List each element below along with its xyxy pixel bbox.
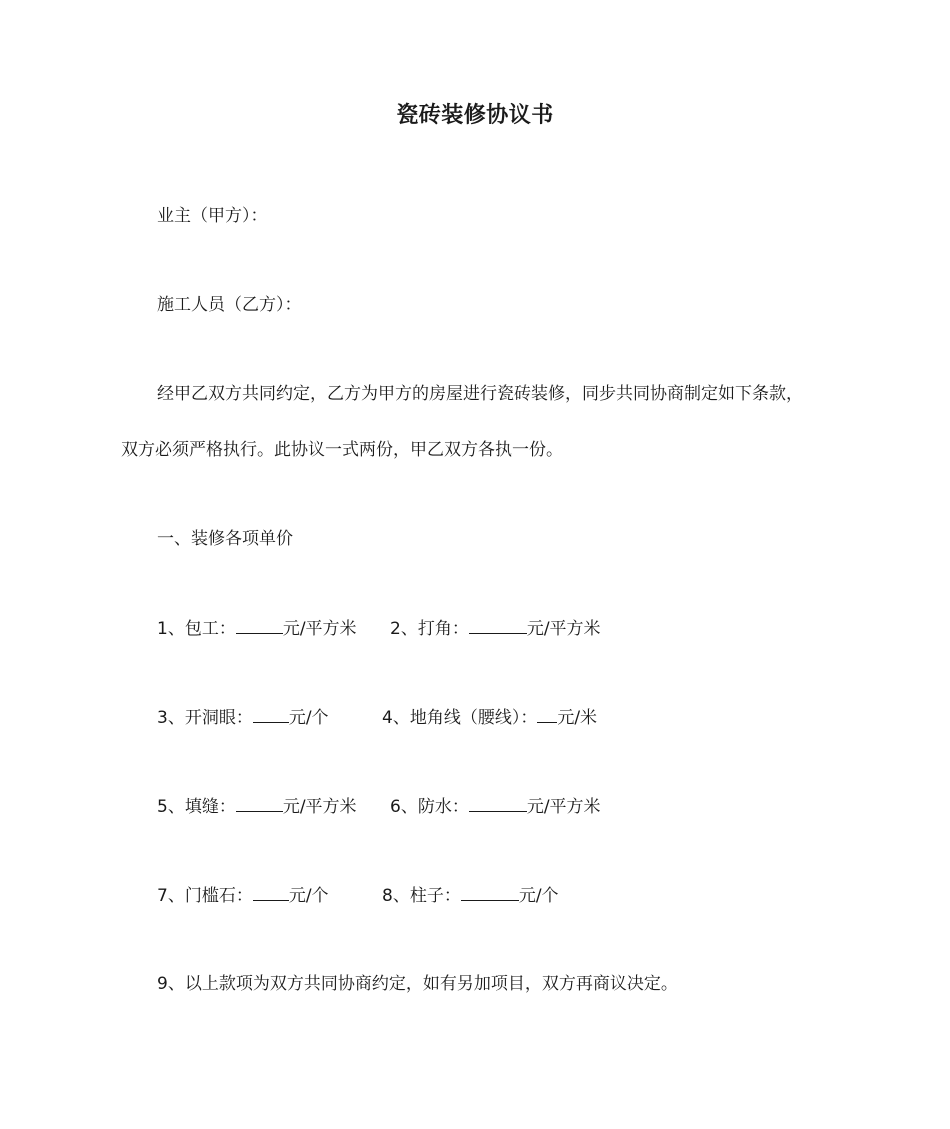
item-2-unit: 元/平方米 bbox=[526, 619, 601, 639]
item-9-text: 9、以上款项为双方共同协商约定，如有另加项目，双方再商议决定。 bbox=[157, 974, 678, 994]
item-7-blank bbox=[253, 883, 289, 901]
price-row-2-col2 bbox=[382, 705, 597, 730]
price-row-4 bbox=[157, 883, 329, 908]
section-heading-prices: 一、装修各项单价 bbox=[157, 529, 293, 549]
item-4-prefix: 4、地角线（腰线）： bbox=[382, 708, 538, 728]
price-row-3 bbox=[157, 794, 357, 819]
item-6-blank bbox=[469, 794, 527, 812]
item-3-unit: 元/个 bbox=[288, 708, 329, 728]
item-5-blank bbox=[236, 794, 283, 812]
item-2-blank bbox=[469, 616, 527, 634]
item-8-blank bbox=[461, 883, 519, 901]
item-7-unit: 元/个 bbox=[288, 886, 329, 906]
intro-line-2: 双方必须严格执行。此协议一式两份，甲乙双方各执一份。 bbox=[121, 440, 563, 460]
item-7-prefix: 7、门槛石： bbox=[157, 886, 253, 906]
item-1-blank bbox=[236, 616, 283, 634]
item-1-prefix: 1、包工： bbox=[157, 619, 236, 639]
price-row-4-col2 bbox=[382, 883, 559, 908]
item-6-prefix: 6、防水： bbox=[390, 797, 469, 817]
item-4-blank bbox=[537, 705, 557, 723]
item-5-prefix: 5、填缝： bbox=[157, 797, 236, 817]
item-5-unit: 元/平方米 bbox=[282, 797, 357, 817]
price-row-2 bbox=[157, 705, 329, 730]
item-2-prefix: 2、打角： bbox=[390, 619, 469, 639]
item-8-prefix: 8、柱子： bbox=[382, 886, 461, 906]
intro-line-1: 经甲乙双方共同约定，乙方为甲方的房屋进行瓷砖装修，同步共同协商制定如下条款， bbox=[157, 384, 803, 404]
price-row-3-col2 bbox=[390, 794, 601, 819]
party-a-label: 业主（甲方）： bbox=[157, 206, 268, 226]
price-row-1-col2 bbox=[390, 616, 601, 641]
item-8-unit: 元/个 bbox=[518, 886, 559, 906]
item-6-unit: 元/平方米 bbox=[526, 797, 601, 817]
item-1-unit: 元/平方米 bbox=[282, 619, 357, 639]
item-3-prefix: 3、开洞眼： bbox=[157, 708, 253, 728]
party-b-label: 施工人员（乙方）： bbox=[157, 295, 302, 315]
document-title: 瓷砖装修协议书 bbox=[396, 103, 554, 128]
price-row-1 bbox=[157, 616, 357, 641]
item-3-blank bbox=[253, 705, 289, 723]
item-4-unit: 元/米 bbox=[557, 708, 598, 728]
